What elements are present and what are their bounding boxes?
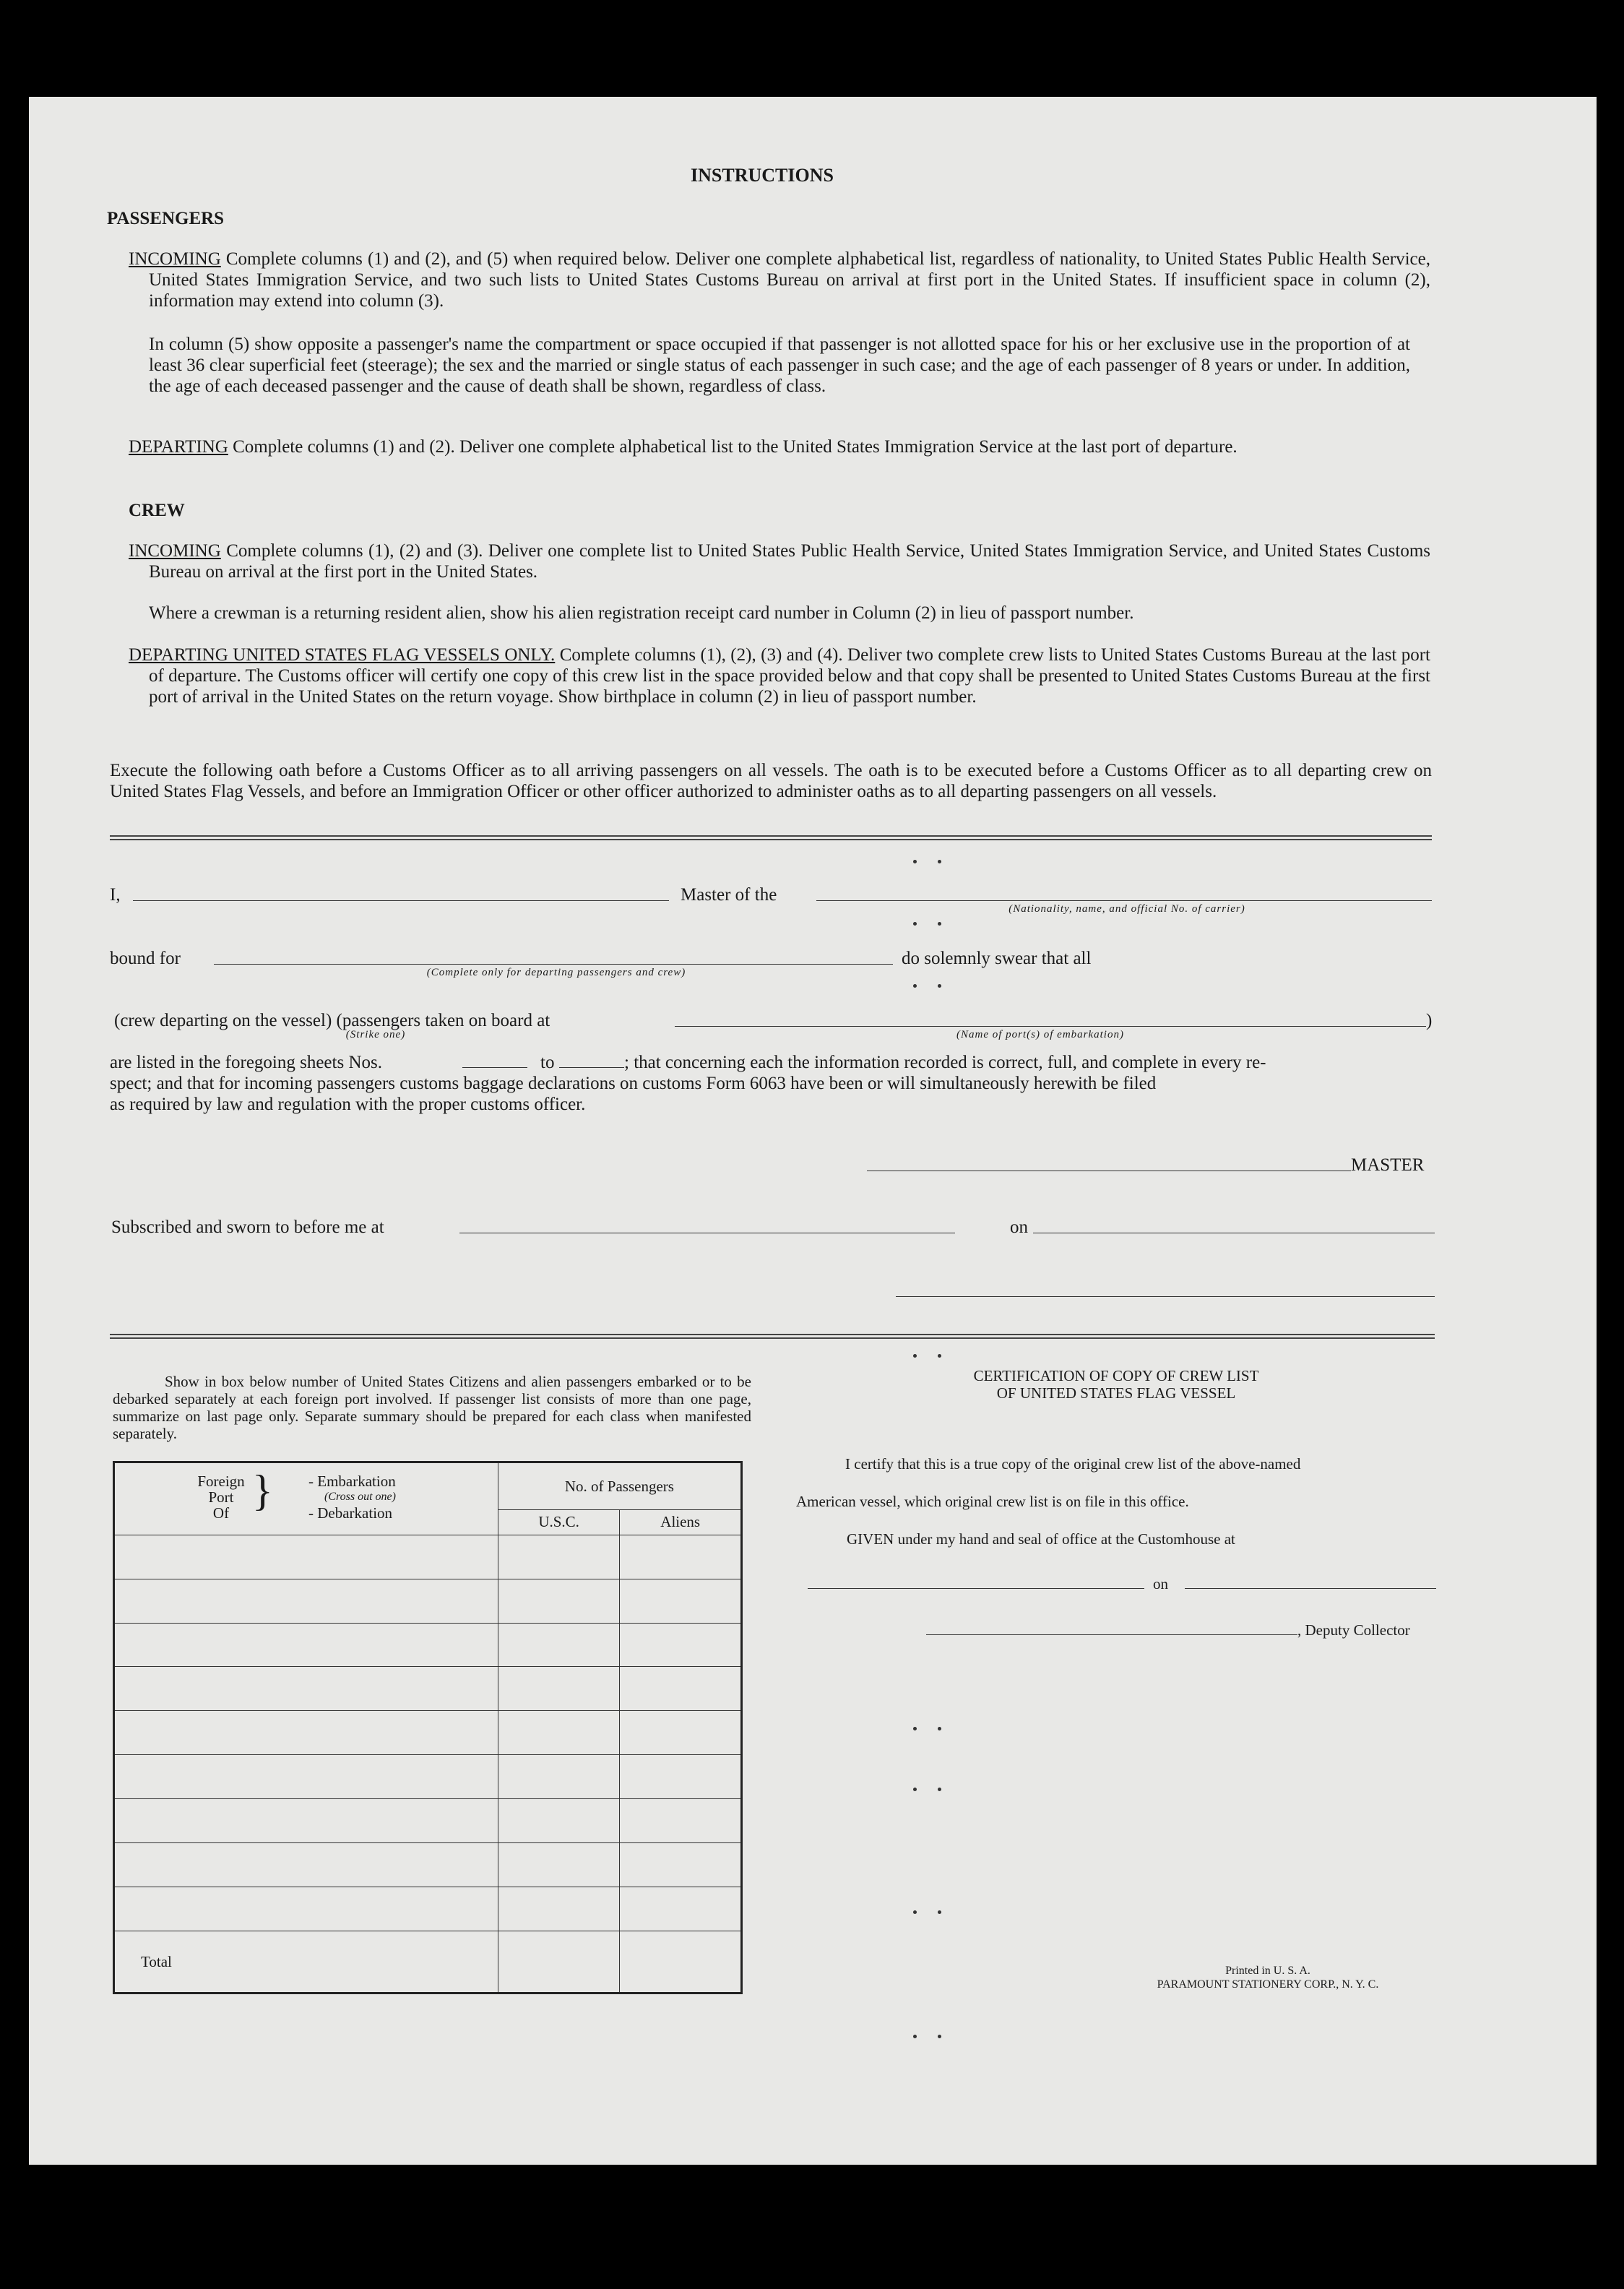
usc-cell[interactable] [498,1711,620,1755]
bound-for-label: bound for [110,949,181,968]
port-cell[interactable] [114,1623,498,1667]
port-cell[interactable] [114,1535,498,1579]
printed-in-label: Printed in U. S. A. [1225,1965,1310,1977]
listed-sheets-label: are listed in the foregoing sheets Nos. [110,1053,382,1072]
usc-cell[interactable] [498,1579,620,1623]
port-cell[interactable] [114,1579,498,1623]
destination-line[interactable] [214,964,893,965]
swear-text: do solemnly swear that all [902,949,1092,968]
port-cell[interactable] [114,1887,498,1931]
subscribed-label: Subscribed and sworn to before me at [111,1217,384,1237]
aliens-cell[interactable] [620,1579,742,1623]
passengers-heading: PASSENGERS [107,209,225,228]
port-cell[interactable] [114,1667,498,1711]
hole-mark [938,922,941,926]
usc-cell[interactable] [498,1843,620,1887]
column5-paragraph: In column (5) show opposite a passenger's name the compartment or space occupied if that passenger is not allotted space for his or her exclusive use in the proportion of at least 36 clear superficial feet (steerage); the sex and the married or single status of each passenger in such case; and the age of each passenger of 8 years or under. In addition, the age of each deceased passenger and the cause of death shall be shown, regardless of class. [149,335,1410,396]
bound-caption: (Complete only for departing passengers and crew) [426,967,686,978]
aliens-total-cell[interactable] [620,1931,742,1993]
certification-title [852,1367,1380,1402]
passengers-departing-label: DEPARTING [129,437,228,457]
customhouse-line[interactable] [808,1588,1144,1589]
usc-cell[interactable] [498,1887,620,1931]
given-text: GIVEN under my hand and seal of office at the Customhouse at [847,1530,1235,1548]
certify-text-1: I certify that this is a true copy of the original crew list of the above-named [845,1455,1301,1473]
aliens-cell[interactable] [620,1667,742,1711]
hole-mark [938,984,941,988]
deputy-collector-label: , Deputy Collector [1297,1621,1410,1639]
carrier-line[interactable] [816,900,1432,901]
summary-note: Show in box below number of United States Citizens and alien passengers embarked or to be debarked separately at each foreign port involved. If passenger list consists of more than one page, summarize on last page only. Separate summary should be prepared for each class when manifested separately. [113,1373,751,1442]
foreign-label: Foreign [197,1473,245,1490]
usc-cell[interactable] [498,1667,620,1711]
aliens-cell[interactable] [620,1535,742,1579]
usc-cell[interactable] [498,1755,620,1799]
total-label: Total [114,1931,498,1993]
master-name-line[interactable] [133,900,669,901]
hole-mark [913,1354,917,1358]
printer-company: PARAMOUNT STATIONERY CORP., N. Y. C. [1157,1978,1379,1991]
certify-text-2: American vessel, which original crew list is on file in this office. [796,1493,1189,1510]
certification-on-label: on [1153,1575,1168,1592]
crew-heading: CREW [129,501,185,520]
crew-departing-paragraph [129,645,1430,707]
usc-cell[interactable] [498,1623,620,1667]
aliens-cell[interactable] [620,1623,742,1667]
usc-cell[interactable] [498,1535,620,1579]
crewman-paragraph: Where a crewman is a returning resident alien, show his alien registration receipt card number in Column (2) in lieu of passport number. [149,603,1134,623]
officer-signature-line[interactable] [896,1296,1435,1297]
passengers-incoming-label: INCOMING [129,249,221,269]
hole-mark [913,984,917,988]
passengers-departing-text: Complete columns (1) and (2). Deliver one complete alphabetical list to the United States Immigration Service at the last port of departure. [228,437,1238,457]
listed-text-d: as required by law and regulation with the proper customs officer. [110,1095,586,1114]
aliens-cell[interactable] [620,1755,742,1799]
oath-intro: Execute the following oath before a Customs Officer as to all arriving passengers on all vessels. The oath is to be executed before a Customs Officer as to all departing crew on United States Flag Vessels, and before an Immigration Officer or other officer authorized to administer oaths as to all departing passengers on all vessels. [110,761,1432,801]
sheet-to-line[interactable] [559,1067,624,1068]
hole-mark [938,1727,941,1730]
hole-mark [913,1727,917,1730]
listed-to-label: to [540,1053,555,1072]
i-label: I, [110,885,121,905]
port-cell[interactable] [114,1755,498,1799]
aliens-header: Aliens [620,1510,742,1535]
ports-caption: (Name of port(s) of embarkation) [956,1029,1124,1040]
close-paren: ) [1426,1011,1433,1030]
crew-departing-label: DEPARTING UNITED STATES FLAG VESSELS ONLY. [129,645,556,665]
printer-imprint [1120,1964,1416,1991]
of-label: Of [212,1504,230,1522]
port-cell[interactable] [114,1843,498,1887]
port-summary-table [113,1461,743,1994]
hole-mark [913,1910,917,1914]
hole-mark [913,860,917,863]
hole-mark [913,2035,917,2038]
embarkation-port-line[interactable] [675,1026,1426,1027]
crew-incoming-paragraph [129,540,1430,582]
no-passengers-header: No. of Passengers [498,1462,741,1510]
master-label: MASTER [1351,1155,1425,1175]
crew-incoming-label: INCOMING [129,541,221,561]
passengers-departing-paragraph [129,436,1430,457]
port-header-cell [114,1462,498,1535]
sheet-from-line[interactable] [462,1067,527,1068]
hole-mark [913,922,917,926]
port-cell[interactable] [114,1711,498,1755]
aliens-cell[interactable] [620,1843,742,1887]
instructions-heading: INSTRUCTIONS [691,165,834,186]
aliens-cell[interactable] [620,1799,742,1843]
crew-incoming-text: Complete columns (1), (2) and (3). Deliver one complete list to United States Public Health Service, United States Immigration Service, and United States Customs Bureau on arrival at the first port in the United States. [149,541,1430,582]
usc-cell[interactable] [498,1799,620,1843]
hole-mark [913,1788,917,1791]
usc-header: U.S.C. [498,1510,620,1535]
master-of-the-label: Master of the [681,885,777,905]
debarkation-label[interactable]: - Debarkation [308,1504,393,1522]
hole-mark [938,1788,941,1791]
port-label: Port [208,1488,234,1506]
aliens-cell[interactable] [620,1887,742,1931]
aliens-cell[interactable] [620,1711,742,1755]
sworn-on-label: on [1010,1217,1028,1237]
divider-bottom [110,1334,1435,1339]
hole-mark [938,2035,941,2038]
embarkation-label[interactable]: - Embarkation [308,1473,396,1490]
crew-departing-text-line: (crew departing on the vessel) (passengers taken on board at [114,1011,550,1030]
hole-mark [938,1910,941,1914]
usc-total-cell[interactable] [498,1931,620,1993]
brace-icon: } [252,1467,273,1514]
listed-text-c: spect; and that for incoming passengers customs baggage declarations on customs Form 6063 have been or will simultaneously herewith be filed [110,1074,1157,1093]
hole-mark [938,1354,941,1358]
certification-title-2: OF UNITED STATES FLAG VESSEL [996,1384,1236,1402]
carrier-caption: (Nationality, name, and official No. of carrier) [1008,903,1245,915]
deputy-signature-line[interactable] [926,1634,1297,1635]
certification-date-line[interactable] [1185,1588,1436,1589]
strike-caption: (Strike one) [345,1029,406,1040]
hole-mark [938,860,941,863]
passengers-incoming-text: Complete columns (1) and (2), and (5) when required below. Deliver one complete alphabetical list, regardless of nationality, to United States Public Health Service, United States Immigration Service, and two such lists to United States Customs Bureau on arrival at first port in the United States. If insufficient space in column (2), information may extend into column (3). [149,249,1430,311]
certification-title-1: CERTIFICATION OF COPY OF CREW LIST [973,1367,1259,1384]
port-cell[interactable] [114,1799,498,1843]
divider-top [110,835,1432,840]
cross-out-label: (Cross out one) [324,1491,396,1503]
listed-text-b: ; that concerning each the information recorded is correct, full, and complete in every re- [624,1053,1266,1072]
passengers-incoming-paragraph [129,249,1430,311]
crew-departing-text: Complete columns (1), (2), (3) and (4). Deliver two complete crew lists to United States Customs Bureau at the last port of departure. The Customs officer will certify one copy of this crew list in the space provided below and that copy shall be presented to United States Customs Bureau at the first port of arrival in the United States on the return voyage. Show birthplace in column (2) in lieu of passport number. [149,645,1431,707]
